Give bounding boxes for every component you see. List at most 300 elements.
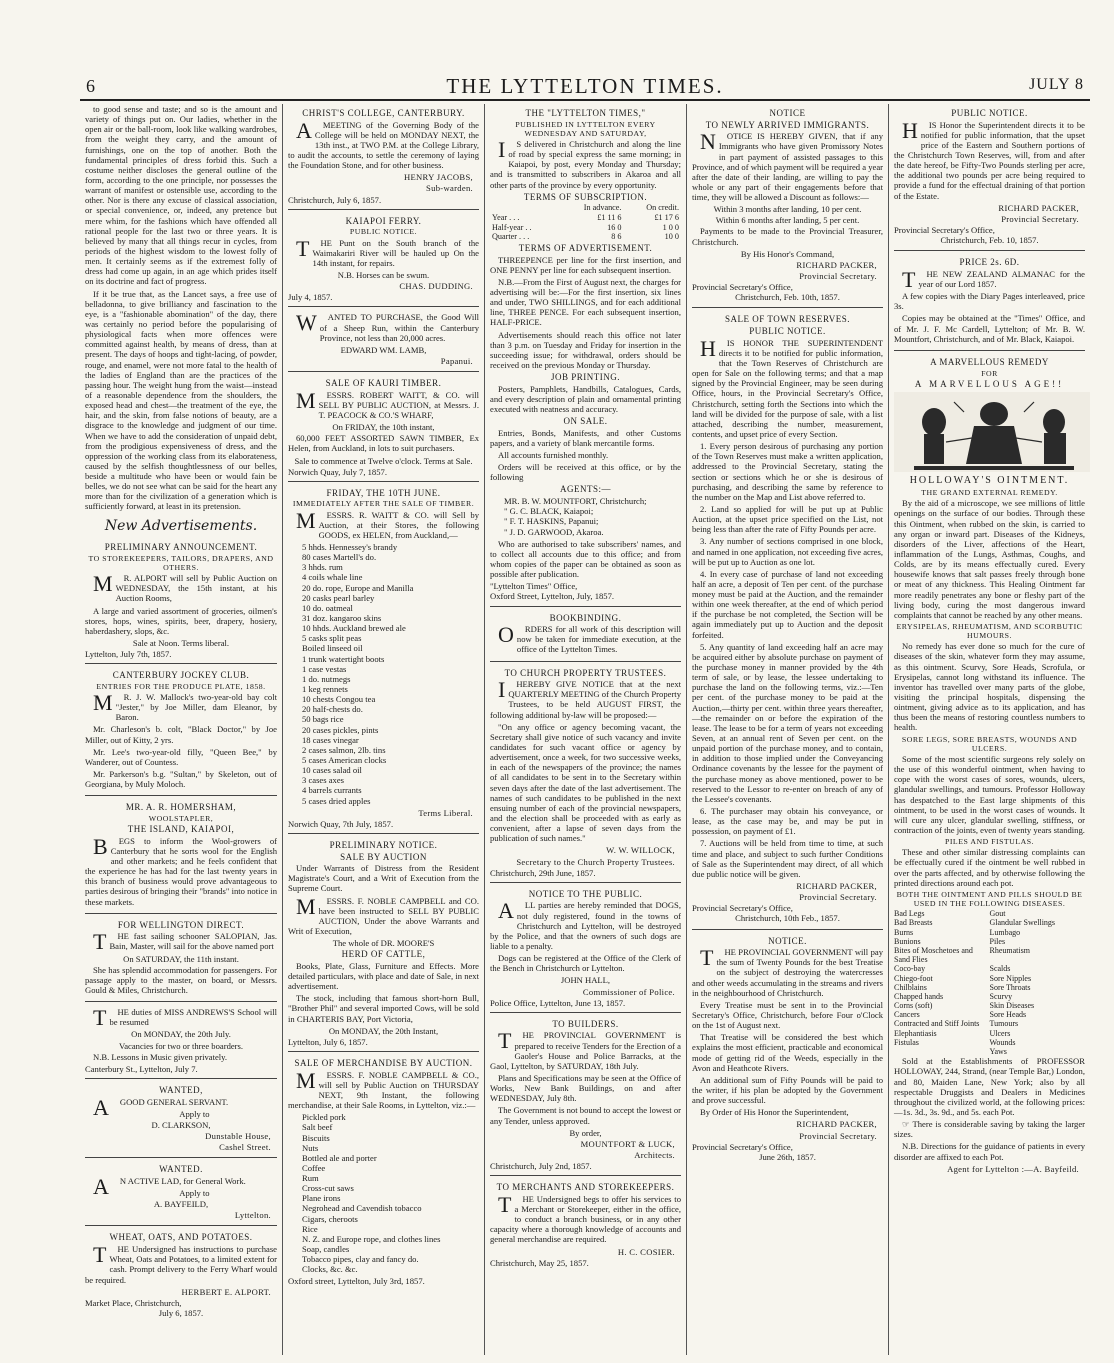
list-item: Ulcers bbox=[989, 1028, 1011, 1038]
ad-address: Cashel Street. bbox=[219, 1142, 271, 1153]
almanac-ad bbox=[894, 253, 1085, 351]
ad-body: T HE PROVINCIAL GOVERNMENT is prepared to receive Tenders for the Erection of a Gaoler's House and Police Barracks, at the Gaol, Lyttelton, by SATURDAY, 18th July. bbox=[490, 1028, 681, 1071]
list-item: Fistulas bbox=[894, 1037, 919, 1047]
ad-body: She has splendid accommodation for passengers. For passage apply to the master, on board, or Messrs. Gould & Miles, Christchurch. bbox=[85, 964, 277, 996]
ad-body: On MONDAY, the 20th Instant, bbox=[328, 1025, 439, 1036]
ad-heading: THE "LYTTELTON TIMES," bbox=[525, 108, 646, 118]
list-item: 2 cases salmon, 2lb. tins bbox=[302, 744, 386, 755]
list-item: Scurvy bbox=[989, 991, 1013, 1001]
immigrants-notice-ad bbox=[692, 104, 883, 308]
ad-agent: Agent for Lyttelton :—A. Bayfeild. bbox=[947, 1163, 1079, 1174]
issue-date: JULY 8 bbox=[1029, 76, 1084, 93]
list-item: Coffee bbox=[302, 1162, 326, 1173]
list-item: Glandular Swellings bbox=[989, 918, 1056, 928]
bookbinding-ad bbox=[490, 609, 681, 662]
ad-body: The Government is not bound to accept the lowest or any Tender, unless approved. bbox=[490, 1105, 681, 1126]
ad-quote: "On any office or agency becoming vacant, the Secretary shall give notice of such vacancy and invite candidates for such vacant office or agency by advertisement, once a week, for two successive weeks, in each of the newspapers of the province; the names of all candidates to be sent in to the Secretary within seven days after the date of the last advertisement. The names of such candidates to be published in the next ensuing number of each of the provincial newspapers, and the election shall be proceeded with as early as convenient, after a lapse of seven days from the publication of such names." bbox=[490, 721, 681, 844]
ad-body: On MONDAY, the 20th July. bbox=[131, 1029, 231, 1040]
ad-heading: A MARVELLOUS AGE!! bbox=[914, 378, 1065, 389]
ad-body: Advertisements should reach this office not later than 3 p.m. on Tuesday and Friday for insertion in the succeeding issue; for withdrawal, orders should be received on the previous Monday or Thursday. bbox=[490, 329, 681, 370]
ad-heading: TO BUILDERS. bbox=[552, 1018, 619, 1029]
homersham-ad bbox=[85, 798, 277, 913]
list-item: Skin Diseases bbox=[989, 1001, 1035, 1011]
list-item: Burns bbox=[894, 927, 914, 937]
leader-paragraph: to good sense and taste; and so is the amount and variety of things put on. Our ladies, whether in the open air or the ball-room, look like walking wardrobes, from the weight they carry, and the amount of furnishings, one on the top of another. Both the fundamental principles of dress forbid this. Such a costume neither discloses the general outline of the form, according to the one principle, nor possesses the warrant of manifest or ostensible use, according to the other. Nor is there any excuse of classical association, or special convenience, or, indeed, any pretence but mere whim, for the fashions which have offended all rational people for the last two or three years. It is believed by many that all things recur in cycles, from periods of the highest wisdom to the lowest folly of men. It certainly seems as if the extremest folly of dress had come up again, in an age which prides itself on its doctrine and fact of progress. bbox=[85, 104, 277, 287]
ad-terms: Sale at Noon. Terms liberal. bbox=[132, 637, 230, 648]
drop-cap: T bbox=[498, 1191, 512, 1217]
term: 7. Auctions will be held from time to time, at such time and place, and subject to such further Conditions of Sale as the Superintendent may direct, of all which due public notice will be given. bbox=[692, 838, 883, 879]
ad-body: Books, Plate, Glass, Furniture and Effects. More detailed particulars, with place and date of Sale, in next advertisement. bbox=[288, 960, 479, 992]
ad-body: M ESSRS. R. WAITT & CO. will Sell by Auction, at their Stores, the following GOODS, ex HELEN, from Auckland,— bbox=[288, 510, 479, 540]
ad-signature: RICHARD PACKER, bbox=[796, 259, 877, 270]
ad-heading: NOTICE bbox=[769, 108, 806, 118]
drop-cap: O bbox=[498, 622, 514, 648]
list-item: 20 do. rope, Europe and Manilla bbox=[302, 582, 414, 593]
ad-place: Christchurch, 10th Feb., 1857. bbox=[735, 913, 840, 924]
entry: Mr. Parkerson's b.g. "Sultan," by Skeleton, out of Georgiana, by Muly Moloch. bbox=[85, 769, 277, 790]
ad-place: Christchurch, 29th June, 1857. bbox=[490, 867, 596, 878]
ad-heading: PRELIMINARY NOTICE. bbox=[329, 839, 438, 850]
ad-body: M R. ALPORT will sell by Public Auction on WEDNESDAY, the 15th instant, at his Auction Rooms, bbox=[85, 573, 277, 603]
purchase-ad bbox=[288, 309, 479, 372]
list-item: 20 cases pickles, pints bbox=[302, 724, 379, 735]
ad-subheading: HERD OF CATTLE, bbox=[341, 949, 426, 960]
ad-heading: MR. A. R. HOMERSHAM, bbox=[125, 802, 237, 813]
drop-cap: T bbox=[93, 1242, 107, 1268]
ad-role: Commissioner of Police. bbox=[582, 986, 675, 997]
ad-signature: MOUNTFORT & LUCK, bbox=[580, 1138, 675, 1149]
ad-body: A large and varied assortment of groceries, oilmen's stores, hops, wines, spirits, beer, drapery, hosiery, haberdashery, slops, &c. bbox=[85, 605, 277, 636]
ad-subheading: WOOLSTAPLER, bbox=[148, 813, 214, 823]
ad-body: B EGS to inform the Wool-growers of Canterbury that he sorts wool for the English and other markets; and he feels confident that the experience he has had for the last twenty years in this branch of business would prove advantageous to parties desirous of bringing their "brands" into notice in these markets. bbox=[85, 833, 277, 907]
ad-signature: CHAS. DUDDING. bbox=[399, 281, 473, 292]
ad-body: ☞ There is considerable saving by taking the larger sizes. bbox=[894, 1119, 1085, 1140]
ad-body: The whole of DR. MOORE'S bbox=[332, 938, 435, 949]
ad-heading: WHEAT, OATS, AND POTATOES. bbox=[109, 1232, 253, 1243]
list-item: 5 casks split peas bbox=[302, 633, 362, 644]
ad-signature: D. CLARKSON, bbox=[151, 1119, 211, 1130]
list-item: 3 hhds. rum bbox=[302, 562, 343, 573]
church-trustees-ad bbox=[490, 664, 681, 883]
list-item: Scalds bbox=[989, 964, 1011, 974]
list-item: Bottled ale and porter bbox=[302, 1152, 377, 1163]
ad-heading: KAIAPOI FERRY. bbox=[345, 215, 422, 226]
newspaper-title: THE LYTTELTON TIMES. bbox=[446, 74, 724, 98]
ad-body: Sold at the Establishments of PROFESSOR HOLLOWAY, 244, Strand, (near Temple Bar,) London, and 80, Maiden Lane, New York; also by all respectable Druggists and Dealers in Medicines throughout the civilized world, at the following prices:—1s. 3d., 3s. 9d., and 5s. each Pot. bbox=[894, 1056, 1085, 1117]
ad-subheading: AGENTS:— bbox=[560, 484, 611, 495]
ad-body: No remedy has ever done so much for the cure of diseases of the skin, whatever form they may assume, as this ointment. Scurvy, Sore Heads, Scrofula, or Erysipelas, cannot long withstand its influence. The inventor has travelled over many parts of the globe, visiting the principal hospitals, dispensing the ointment, giving advice as to its application, and has thus been the means of restoring countless numbers to health. bbox=[894, 641, 1085, 733]
term: 4. In every case of purchase of land not exceeding half an acre, a deposit of Ten per cent. of the purchase money must be paid at the Auction, and the remainder within one week thereafter, at the end of which period if the purchase be not completed, the Section will be again immediately put up to Auction and the deposit forfeited. bbox=[692, 568, 883, 640]
servant-ad bbox=[85, 1081, 277, 1158]
ad-subheading: SALE BY AUCTION bbox=[340, 851, 427, 862]
ad-heading: SALE OF KAURI TIMBER. bbox=[325, 378, 442, 389]
ad-body: W ANTED TO PURCHASE, the Good Will of a Sheep Run, within the Canterbury Province, not less than 20,000 acres. bbox=[288, 312, 479, 342]
drop-cap: M bbox=[296, 1067, 316, 1093]
ad-place: Lyttelton. bbox=[234, 1210, 271, 1221]
drop-cap: T bbox=[93, 929, 107, 955]
list-item: Rum bbox=[302, 1173, 319, 1184]
ad-heading: FOR WELLINGTON DIRECT. bbox=[117, 919, 245, 930]
list-item: 4 barrels currants bbox=[302, 785, 362, 796]
ad-role: Provincial Secretary. bbox=[1001, 213, 1079, 224]
drop-cap: B bbox=[93, 833, 108, 859]
ad-place: Christchurch, Feb. 10, 1857. bbox=[940, 235, 1039, 246]
ad-body: A few copies with the Diary Pages interleaved, price 3s. bbox=[894, 291, 1085, 312]
list-item: " F. T. HASKINS, Papanui; bbox=[504, 516, 599, 527]
list-item: Negrohead and Cavendish tobacco bbox=[302, 1203, 422, 1214]
ad-body: A MEETING of the Governing Body of the College will be held on MONDAY NEXT, the 13th inst., at TWO P.M. at the College Library, to audit the accounts, to settle the ceremony of laying the Foundation Stone, and for other business. bbox=[288, 117, 479, 171]
ad-apply: Apply to bbox=[179, 1188, 210, 1199]
list-item: MR. B. W. MOUNTFORT, Christchurch; bbox=[504, 496, 647, 507]
ad-body: That Treatise will be considered the best which explains the most efficient, practicable and economical mode of getting rid of the Weeds, especially in the Avon and Heathcote Rivers. bbox=[692, 1032, 883, 1073]
ad-place: Norwich Quay, July 7, 1857. bbox=[288, 466, 387, 477]
ad-place: Canterbury St., Lyttelton, July 7. bbox=[85, 1063, 198, 1074]
ad-heading: A MARVELLOUS REMEDY bbox=[930, 356, 1049, 367]
masthead bbox=[80, 74, 1090, 100]
list-item: 80 cases Martell's do. bbox=[302, 552, 377, 563]
table-cell: Year . . . bbox=[492, 212, 520, 222]
ad-place: Lyttelton, July 7th, 1857. bbox=[85, 649, 172, 660]
list-item: Sore Heads bbox=[989, 1010, 1027, 1020]
ad-place: Christchurch, May 25, 1857. bbox=[490, 1257, 589, 1268]
list-item: 1 case vestas bbox=[302, 663, 347, 674]
list-item: Cancers bbox=[894, 1010, 920, 1020]
list-item: 5 cases American clocks bbox=[302, 754, 387, 765]
list-item: Chilblains bbox=[894, 982, 927, 992]
list-item: Clocks, &c. &c. bbox=[302, 1264, 358, 1275]
term: 1. Every person desirous of purchasing any portion of the Town Reserves must make a written application, addressed to the Provincial Secretary, stating the section or sections which he or she is desirous of purchasing, and describing the same by reference to the number on the Map and List above referred to. bbox=[692, 441, 883, 502]
times-terms-ad bbox=[490, 104, 681, 607]
ad-heading: PRELIMINARY ANNOUNCEMENT. bbox=[104, 542, 258, 553]
list-item: Tobacco pipes, clay and fancy do. bbox=[302, 1254, 419, 1265]
list-item: Lumbago bbox=[989, 927, 1021, 937]
ad-signature: RICHARD PACKER, bbox=[998, 202, 1079, 213]
columns bbox=[80, 104, 1090, 1355]
ferry-ad bbox=[288, 212, 479, 308]
ad-subheading: BOTH THE OINTMENT AND PILLS SHOULD BE USED IN THE FOLLOWING DISEASES. bbox=[896, 889, 1083, 909]
drop-cap: M bbox=[93, 690, 113, 716]
engraving-illustration bbox=[894, 392, 1090, 472]
ad-place: Oxford Street, Lyttelton, July, 1857. bbox=[490, 591, 615, 602]
list-item: 5 hhds. Hennessey's brandy bbox=[302, 542, 398, 553]
list-item: Pickled pork bbox=[302, 1112, 346, 1123]
table-cell: 1 0 0 bbox=[662, 222, 679, 232]
ad-body: N OTICE IS HEREBY GIVEN, that if any Immigrants who have given Promissory Notes in part payment of assisted passages to this Province, and of which payment will be required a year after the date of their landing, are willing to pay the whole or any part of their engagements before that time, they will be allowed a Discount as follows:— bbox=[692, 129, 883, 203]
list-item: 1 trunk watertight boots bbox=[302, 653, 385, 664]
ad-office: "Lyttelton Times" Office, bbox=[490, 581, 578, 592]
ad-body: M ESSRS. F. NOBLE CAMPBELL and CO. have been instructed to SELL BY PUBLIC AUCTION, Under the above Warrants and Writ of Execution, bbox=[288, 893, 479, 937]
ad-signature: EDWARD WM. LAMB, bbox=[340, 344, 427, 355]
list-item: Corns (soft) bbox=[894, 1001, 933, 1011]
table-cell: 10 0 bbox=[664, 232, 679, 242]
ad-heading: SALE OF MERCHANDISE BY AUCTION. bbox=[294, 1058, 473, 1069]
ad-heading: SALE OF TOWN RESERVES. bbox=[725, 314, 850, 325]
ad-body: N.B. Directions for the guidance of patients in every disorder are affixed to each Pot. bbox=[894, 1141, 1085, 1162]
ad-by: By order, bbox=[569, 1127, 602, 1138]
list-item: Gout bbox=[989, 909, 1006, 919]
entry: Mr. Charleson's b. colt, "Black Doctor," by Joe Miller, out of Kitty, 2 yrs. bbox=[85, 724, 277, 745]
list-item: Coco-bay bbox=[894, 964, 926, 974]
ad-body: An additional sum of Fifty Pounds will be paid to the writer, if his plan be adopted by the Government and prove successful. bbox=[692, 1074, 883, 1106]
list-item: 10 do. oatmeal bbox=[302, 602, 353, 613]
drop-cap: H bbox=[700, 335, 716, 361]
ad-subheading: ERYSIPELAS, RHEUMATISM, AND SCORBUTIC HUMOURS. bbox=[896, 621, 1083, 641]
list-item: Piles bbox=[989, 936, 1006, 946]
list-item: Plane irons bbox=[302, 1193, 341, 1204]
table-cell: Half-year . . bbox=[492, 222, 532, 232]
drop-cap: T bbox=[902, 266, 916, 292]
ad-body: Vacancies for two or three boarders. bbox=[118, 1040, 244, 1051]
drop-cap: M bbox=[296, 893, 316, 919]
ad-heading: NOTICE. bbox=[768, 935, 807, 946]
list-item: Chapped hands bbox=[894, 991, 944, 1001]
ad-place: Market Place, Christchurch, bbox=[85, 1297, 182, 1308]
ad-body: H IS HONOR THE SUPERINTENDENT directs it to be notified for public information, that the Town Reserves of Christchurch are open for Sale on the following terms; and that a map signed by the Provincial Engineer, may be seen during Office, hours, in the Provincial Secretary's Office, Christchurch, setting forth the Sections into which the land will be divided for the purpose of sale, with a list attached, describing the number, measurement, contents, and upset price of every Section. bbox=[692, 335, 883, 439]
term: 2. Land so applied for will be put up at Public Auction, at the upset price specified on the List, not being less than after the rate of Fifty Pounds per acre. bbox=[692, 503, 883, 535]
ad-role: Provincial Secretary. bbox=[799, 892, 877, 903]
ad-role: Secretary to the Church Property Trustees. bbox=[516, 856, 675, 867]
ad-body: T HE duties of MISS ANDREWS'S School will be resumed bbox=[85, 1007, 277, 1027]
table-cell: £1 11 6 bbox=[597, 212, 622, 222]
column-2 bbox=[282, 104, 484, 1355]
ad-body: THREEPENCE per line for the first insertion, and ONE PENNY per line for each subsequent insertion. bbox=[490, 254, 681, 275]
ad-heading: CANTERBURY JOCKEY CLUB. bbox=[112, 670, 250, 681]
ad-heading: NOTICE TO THE PUBLIC. bbox=[528, 888, 643, 899]
table-cell: £1 17 6 bbox=[654, 212, 679, 222]
holloway-ointment-ad bbox=[894, 353, 1085, 1179]
waitt-goods-ad bbox=[288, 484, 479, 834]
ad-body: T HE PROVINCIAL GOVERNMENT will pay the sum of Twenty Pounds for the best Treatise on the subject of destroying the watercresses and other weeds accumulating in the streams and rivers in the neighbourhood of Christchurch. bbox=[692, 945, 883, 998]
town-reserves-ad bbox=[692, 310, 883, 929]
ad-signature: RICHARD PACKER, bbox=[796, 881, 877, 891]
term: 6. The purchaser may obtain his conveyance, or lease, as the case may be, and may be put in possession, on payment of £1. bbox=[692, 806, 883, 837]
ad-body: T HE Punt on the South branch of the Waimakariri River will be hauled up On the 14th instant, for repairs. bbox=[288, 238, 479, 268]
leader-paragraph: If it be true that, as the Lancet says, a free use of belladonna, to give brilliancy and fascination to the eye, is a "fashionable abomination" of the day, there was certainly no period before the popularising of physiological facts when more offences were committed against health, by means of dress, than at present. The days of hoops and tight-lacing, of powder, rouge, and enamel, were not more fatal to the health of the ladies of England than are the practices of the passing hour. The weight hung from the waist—instead of a reasonable dependence from the shoulders, the exposed head and chest—the treatment of the eye, the hair, and the skin, from false notions of beauty, are a disgrace to the knowledge and judgment of our time. When we have to add the consideration of unpaid debt, from the prodigious expensiveness of dress, and the oppression of the working class from its elaborateness, caused by the selfish thoughtlessness of our belles, beside a multitude who have been or would fain be belles, we do not see what can be said for the heart any more than for the civilization of a generation which is sufficiently forward, at least in its pretension. bbox=[85, 288, 277, 512]
drop-cap: T bbox=[498, 1028, 512, 1054]
table-row bbox=[490, 203, 681, 213]
list-item: Bad Legs bbox=[894, 909, 925, 919]
ad-body: These and other similar distressing complaints can be effectually cured if the ointment be well rubbed in over the parts affected, and by otherwise following the printed directions around each pot. bbox=[894, 847, 1085, 888]
list-item: Sore Throats bbox=[989, 982, 1031, 992]
ad-role: Provincial Secretary. bbox=[799, 271, 877, 282]
list-item: Cigars, cheroots bbox=[302, 1213, 358, 1224]
ad-body: M ESSRS. ROBERT WAITT, & CO. will SELL BY PUBLIC AUCTION, at Messrs. J. T. PEACOCK & CO.'S WHARF, bbox=[288, 390, 479, 420]
ad-place: Papanui. bbox=[440, 355, 473, 366]
section-heading: New Advertisements. bbox=[104, 517, 258, 534]
ad-subheading: PUBLIC NOTICE. bbox=[349, 227, 418, 237]
jockey-club-ad bbox=[85, 666, 277, 796]
ad-heading: TO MERCHANTS AND STOREKEEPERS. bbox=[496, 1182, 675, 1193]
ad-place: Norwich Quay, 7th July, 1857. bbox=[288, 818, 394, 829]
drop-cap: T bbox=[93, 1005, 107, 1031]
ad-body: H IS Honor the Superintendent directs it to be notified for public information, that the upset price of the Eastern and Southern portions of the Christchurch Town Reserves, will, from and after the date hereof, be Fifty-Two Pounds sterling per acre, the additional two pounds per acre being required to provide a fund for the effectual draining of that portion of the Estate. bbox=[894, 117, 1085, 201]
ad-body: Copies may be obtained at the "Times" Office, and of Mr. J. F. Mc Cardell, Lyttelton; of Mr. B. W. Mountfort, Christchurch, and of Mr. Black, Kaiapoi. bbox=[894, 313, 1085, 344]
ad-body: On SATURDAY, the 11th instant. bbox=[123, 953, 239, 964]
ad-date: July 4, 1857. bbox=[288, 292, 333, 303]
ad-subheading: JOB PRINTING. bbox=[550, 372, 620, 383]
ad-heading: PRICE 2s. 6D. bbox=[959, 257, 1020, 268]
builders-ad bbox=[490, 1015, 681, 1176]
ad-signature: H. C. COSIER. bbox=[617, 1246, 675, 1257]
ad-body: Within 6 months after landing, 5 per cent. bbox=[715, 215, 860, 226]
ad-signature: JOHN HALL, bbox=[560, 975, 611, 986]
ad-body: Who are authorised to take subscribers' names, and to collect all accounts due to this office; and from whom copies of the paper can be obtained as soon as possible after publication. bbox=[490, 538, 681, 580]
ad-place: Lyttelton, July 6, 1857. bbox=[288, 1036, 368, 1047]
term: 5. Any quantity of land exceeding half an acre may be acquired either by absolute purchase on payment of the purchase money in manner provided by the 4th term of sale, or by lease, the lessee undertaking to purchase the land on the following terms, viz.:—Ten per cent. of the purchase money to be paid at the Auction,—thirty per cent. within three years thereafter,—the remainder on or before the expiration of the lease. The lease to be for a term of years not exceeding Seven, at an annual rent of Seven per cent. on the unpaid portion of the purchase money, and to contain, in addition to those implied under the Conveyancing Ordinance covenants by the lessee for the payment of the purchase money as above mentioned, power to be reserved to the Lessor to re-enter on breach of any of the Lessee's covenants. bbox=[692, 641, 883, 804]
school-ad bbox=[85, 1004, 277, 1079]
ad-body: T HE NEW ZEALAND ALMANAC for the year of our Lord 1857. bbox=[894, 269, 1085, 289]
ad-subheading: SORE LEGS, SORE BREASTS, WOUNDS AND ULCERS. bbox=[901, 734, 1078, 753]
ad-body: A LL parties are hereby reminded that DOGS, not duly registered, found in the towns of Christchurch and Lyttelton, will be destroyed by the Police, and that the owners of such dogs are liable to a penalty. bbox=[490, 898, 681, 951]
ad-subheading: TO NEWLY ARRIVED IMMIGRANTS. bbox=[705, 119, 870, 130]
list-item: Tumours bbox=[989, 1019, 1019, 1029]
list-item: 31 doz. kangaroo skins bbox=[302, 613, 382, 624]
list-item: Sore Nipples bbox=[989, 973, 1032, 983]
ad-office: Provincial Secretary's Office, bbox=[692, 903, 793, 914]
list-item: 4 coils whale line bbox=[302, 572, 363, 583]
ad-signature: HERBERT E. ALPORT. bbox=[181, 1286, 271, 1297]
ad-place: Christchurch, Feb. 10th, 1857. bbox=[735, 292, 840, 303]
goods-list bbox=[302, 1112, 479, 1274]
entry: Mr. Lee's two-year-old filly, "Queen Bee," by Wanderer, out of Countess. bbox=[85, 746, 277, 767]
weeds-notice-ad bbox=[692, 932, 883, 1167]
ad-heading: HOLLOWAY'S OINTMENT. bbox=[909, 475, 1070, 487]
campbell-merchandise-ad bbox=[288, 1054, 479, 1291]
ad-body: Sale to commence at Twelve o'clock. Terms at Sale. bbox=[294, 455, 473, 466]
ad-signature: W. W. WILLOCK, bbox=[606, 845, 675, 856]
drop-cap: M bbox=[93, 571, 113, 597]
drop-cap: M bbox=[296, 507, 316, 533]
ad-body: Every Treatise must be sent in to the Provincial Secretary's Office, Christchurch, before Four o'Clock on the 1st of August next. bbox=[692, 999, 883, 1031]
table-row bbox=[490, 232, 681, 242]
list-item: Elephantiasis bbox=[894, 1028, 937, 1038]
list-item: Rheumatism bbox=[989, 945, 1030, 955]
ad-place: June 26th, 1857. bbox=[759, 1151, 816, 1162]
ad-subheading: THE GRAND EXTERNAL REMEDY. bbox=[921, 488, 1058, 498]
list-item: Boiled linseed oil bbox=[302, 643, 363, 654]
column-4 bbox=[686, 104, 888, 1355]
term: 3. Any number of sections comprised in one block, and named in one application, not exceeding five acres, will be put up to Auction as one lot. bbox=[692, 536, 883, 567]
list-item: 10 chests Congou tea bbox=[302, 694, 376, 705]
ad-subheading: PUBLISHED IN LYTTELTON EVERY WEDNESDAY AND SATURDAY, bbox=[515, 119, 656, 138]
ad-body: All accounts furnished monthly. bbox=[498, 450, 609, 461]
ad-body: Some of the most scientific surgeons rely solely on the use of this wonderful ointment, when having to cope with the worst cases of sores, wounds, ulcers, glandular swellings, and tumours. Professor Holloway has despatched to the East large shipments of this ointment, to be used in the worst cases of wounds. It will cure any ulcer, glandular swelling, stiffness, or contraction of the joints, even of twenty years standing. bbox=[894, 753, 1085, 835]
ad-subheading: TERMS OF ADVERTISEMENT. bbox=[518, 242, 653, 253]
ad-subheading: TO STOREKEEPERS, TAILORS, DRAPERS, AND OTHERS. bbox=[88, 553, 274, 572]
table-cell: 16 0 bbox=[607, 222, 622, 232]
agents-list bbox=[504, 496, 681, 537]
ad-subheading: PUBLIC NOTICE. bbox=[749, 326, 826, 337]
ad-body: A N ACTIVE LAD, for General Work. bbox=[85, 1176, 277, 1186]
ad-signature: RICHARD PACKER, bbox=[796, 1119, 877, 1130]
list-item: 10 hhds. Auckland brewed ale bbox=[302, 623, 406, 634]
ad-body: On FRIDAY, the 10th instant, bbox=[332, 422, 435, 433]
drop-cap: H bbox=[902, 117, 918, 143]
list-item: Soap, candles bbox=[302, 1244, 350, 1255]
drop-cap: T bbox=[296, 235, 310, 261]
ad-office: Provincial Secretary's Office, bbox=[894, 225, 995, 236]
ad-body: Orders will be received at this office, or by the following bbox=[490, 462, 681, 483]
page-number: 6 bbox=[86, 76, 95, 96]
ad-date: July 6, 1857. bbox=[158, 1307, 204, 1318]
list-item: 3 cases axes bbox=[302, 775, 344, 786]
ad-subheading: FOR bbox=[981, 368, 998, 378]
column-5 bbox=[888, 104, 1090, 1355]
ad-role: Provincial Secretary. bbox=[799, 1130, 877, 1141]
drop-cap: W bbox=[296, 310, 317, 336]
alport-ad bbox=[85, 538, 277, 664]
drop-cap: T bbox=[700, 945, 714, 971]
ad-body: M ESSRS. F. NOBLE CAMPBELL & CO., will sell by Public Auction on THURSDAY NEXT, 9th Instant, the following merchandise, at their Sale Rooms, in Lyttelton, viz.:— bbox=[288, 1067, 479, 1111]
ad-signature: HENRY JACOBS, bbox=[403, 172, 473, 183]
ad-body: N.B. Lessons in Music given privately. bbox=[93, 1051, 228, 1062]
public-notice-ad bbox=[894, 104, 1085, 251]
ad-place: Christchurch, July 6, 1857. bbox=[288, 194, 382, 205]
list-item: Salt beef bbox=[302, 1122, 333, 1133]
ad-subheading: THE ISLAND, KAIAPOI, bbox=[127, 824, 235, 835]
drop-cap: M bbox=[296, 387, 316, 413]
table-header: On credit. bbox=[646, 203, 679, 213]
merchants-ad bbox=[490, 1178, 681, 1272]
drop-cap: I bbox=[498, 136, 506, 162]
campbell-cattle-ad bbox=[288, 836, 479, 1052]
ad-heading: PUBLIC NOTICE. bbox=[951, 108, 1028, 118]
ad-terms: Terms Liberal. bbox=[418, 807, 473, 818]
wheat-ad bbox=[85, 1228, 277, 1323]
list-item: Bunions bbox=[894, 936, 921, 946]
list-item: 10 cases salad oil bbox=[302, 765, 362, 776]
ad-address: Dunstable House, bbox=[205, 1131, 271, 1142]
ad-subheading: PILES AND FISTULAS. bbox=[945, 837, 1034, 847]
ad-subheading: IMMEDIATELY AFTER THE SALE OF TIMBER. bbox=[292, 499, 475, 509]
ad-heading: BOOKBINDING. bbox=[549, 612, 622, 623]
ad-role: Sub-warden. bbox=[426, 183, 473, 194]
table-row bbox=[490, 223, 681, 233]
kauri-ad bbox=[288, 374, 479, 482]
ad-body: T HE Undersigned has instructions to purchase Wheat, Oats and Potatoes, to a limited extent for cash. Prompt delivery to the Ferry Wharf would be required. bbox=[85, 1242, 277, 1285]
column-3 bbox=[484, 104, 686, 1355]
ad-heading: TO CHURCH PROPERTY TRUSTEES. bbox=[504, 667, 667, 678]
list-item: 1 do. nutmegs bbox=[302, 673, 351, 684]
list-item: Cross-cut saws bbox=[302, 1183, 354, 1194]
ad-place: Oxford street, Lyttelton, July 3rd, 1857. bbox=[288, 1276, 425, 1287]
wellington-ad bbox=[85, 916, 277, 1002]
list-item: 1 keg rennets bbox=[302, 684, 348, 694]
ad-signature: A. BAYFEILD, bbox=[153, 1199, 209, 1210]
list-item: Nuts bbox=[302, 1142, 319, 1153]
ad-body: I S delivered in Christchurch and along the line of road by special express the same morning; in Kaiapoi, by post, every Monday and Thursday; and is transmitted to subscribers in Akaroa and all other parts of the province by every opportunity. bbox=[490, 136, 681, 190]
drop-cap: N bbox=[700, 129, 716, 155]
column-1 bbox=[80, 104, 282, 1355]
list-item: 20 half-chests do. bbox=[302, 704, 363, 715]
list-item: 50 bags rice bbox=[302, 714, 344, 725]
list-item: Bites of Moschetoes and Sand Flies bbox=[894, 945, 973, 965]
list-item: Wounds bbox=[989, 1037, 1016, 1047]
college-ad bbox=[288, 104, 479, 210]
list-item: " G. C. BLACK, Kaiapoi; bbox=[504, 506, 594, 517]
ad-body: 60,000 FEET ASSORTED SAWN TIMBER, Ex Helen, from Auckland, in lots to suit purchasers. bbox=[288, 433, 479, 454]
ad-body: T HE Undersigned begs to offer his services to a Merchant or Storekeeper, either in the office, to conduct a branch business, or in any other capacity where a thorough knowledge of accounts and general merchandise are required. bbox=[490, 1191, 681, 1245]
ad-place: Police Office, Lyttelton, June 13, 1857. bbox=[490, 997, 626, 1008]
ad-body: Within 3 months after landing, 10 per cent. bbox=[713, 204, 862, 215]
drop-cap: A bbox=[93, 1173, 109, 1199]
dogs-notice-ad bbox=[490, 885, 681, 1013]
table-cell: Quarter . . . bbox=[492, 232, 530, 242]
ad-subheading: ON SALE. bbox=[563, 416, 608, 427]
lad-ad bbox=[85, 1160, 277, 1226]
ad-body: I HEREBY GIVE NOTICE that at the next QUARTERLY MEETING of the Church Property Trustees, to be held AUGUST FIRST, the following additional by-law will be proposed:— bbox=[490, 677, 681, 720]
ad-body: N.B.—From the First of August next, the charges for advertising will be:—For the first insertion, six lines and under, TWO SHILLINGS, and for each additional line, THREE PENCE. For each subsequent insertion, HALF-PRICE. bbox=[490, 276, 681, 328]
